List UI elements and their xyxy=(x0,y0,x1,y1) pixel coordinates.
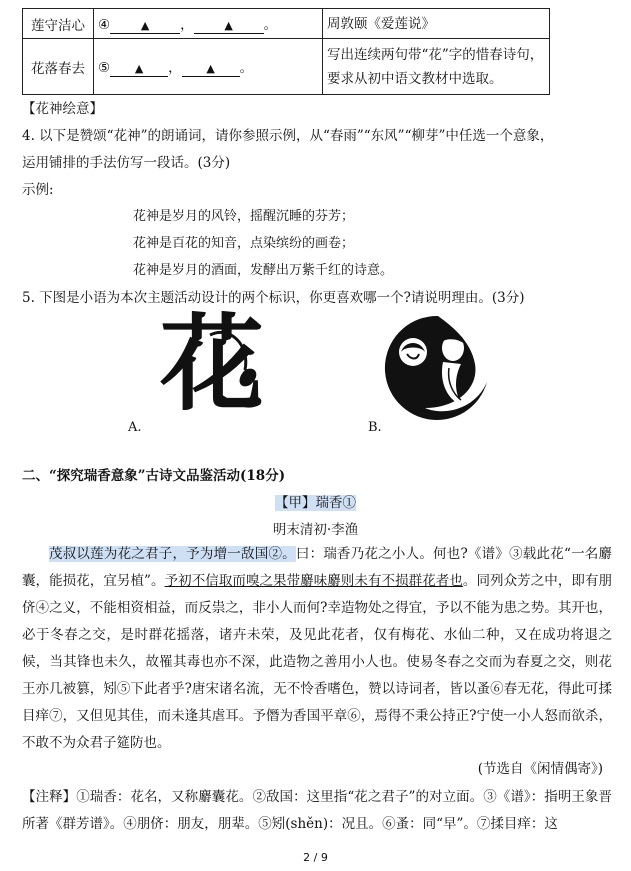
answer-number: ④ xyxy=(98,17,111,33)
logo-a xyxy=(150,302,270,425)
underlined-sentence: 予初不信取而嗅之果带麝味麝则未有不损群花者也 xyxy=(164,573,463,589)
separator: ， xyxy=(168,60,182,76)
table-cell-answer xyxy=(94,39,323,95)
table-cell-requirement: 周敦颐《爱莲说》 xyxy=(323,9,550,39)
table-cell-theme: 花落春去 xyxy=(23,39,94,95)
logo-a-character: 花 xyxy=(160,302,265,425)
table-cell-theme: 莲守洁心 xyxy=(23,9,94,39)
question-4-line1: 4. 以下是赞颂“花神”的朗诵词，请你参照示例，从“春雨”“东风”“柳芽”中任选一个意象， xyxy=(22,128,554,144)
body-text: 。同列众芳之中，即有朋侪④之义，不能相资相益，而反祟之，非小人而何?幸造物处之得宜，予以不能为患之势。其开也，必于冬春之交，是时群花摇落，诸卉未荣，及见此花者，仅有梅花、水仙二种，又在成功将退之候，当其锋也未久，故罹其毒也亦不深，此造物之善用小人也。使易冬春之交而为春夏之交，则花王亦几被篡，矧⑤下此者乎?唐宋诸名流，无不怜香嗜色，赞以诗词者，皆以蚤⑥春无花，得此可揉目痒⑦，又但见其佳，而未逢其虐耳。予僭为香国平章⑥，焉得不秉公持正?宁使一小人怒而欲杀，不敢不为众君子筵防也。 xyxy=(22,573,613,751)
example-line: 花神是岁月的风铃，摇醒沉睡的芬芳； xyxy=(133,209,355,224)
question-5: 5. 下图是小语为本次主题活动设计的两个标识，你更喜欢哪一个?请说明理由。(3分) xyxy=(22,290,525,306)
example-label: 示例: xyxy=(22,182,54,198)
highlighted-sentence: 茂叔以莲为花之君子，予为增一敌国②。 xyxy=(49,546,296,562)
example-line: 花神是百花的知音，点染缤纷的画卷； xyxy=(133,236,355,251)
poem-author: 明末清初·李渔 xyxy=(272,522,359,538)
body-text: 曰：瑞香乃花之小人。何也?《谱》③载此花“一名麝囊，能损花，宜另植”。 xyxy=(22,546,612,589)
answer-blank: ▲ xyxy=(182,62,240,77)
poem-title xyxy=(0,491,631,511)
label-b: B. xyxy=(368,420,382,435)
poem-title-text: 【甲】瑞香① xyxy=(275,495,356,511)
separator: ， xyxy=(180,17,194,33)
label-a: A. xyxy=(128,420,142,435)
separator: 。 xyxy=(263,17,278,33)
flower-goddess-icon xyxy=(383,312,493,424)
poem-source: (节选自《闲情偶寄》) xyxy=(477,761,603,777)
section-heading: 【花神绘意】 xyxy=(22,101,103,117)
answer-blank: ▲ xyxy=(194,19,264,34)
part-2-title: 二、“探究瑞香意象”古诗文品鉴活动(18分) xyxy=(22,468,286,484)
page-number: 2 / 9 xyxy=(303,851,328,864)
table-row xyxy=(23,39,550,95)
table-cell-requirement: 写出连续两句带“花”字的惜春诗句，要求从初中语文教材中选取。 xyxy=(323,39,550,95)
example-line: 花神是岁月的酒面，发酵出万紫千红的诗意。 xyxy=(133,263,394,278)
answer-number: ⑤ xyxy=(98,60,111,76)
annotations: 【注释】①瑞香：花名，又称麝囊花。②敌国：这里指“花之君子”的对立面。③《谱》：指明王象晋所著《群芳谱》。④朋侪：朋友，朋辈。⑤矧(shěn)：况且。⑥蚤：同“早”。⑦揉目痒：这 xyxy=(22,789,612,832)
table-cell-answer xyxy=(94,9,323,39)
info-table xyxy=(22,8,550,95)
answer-blank: ▲ xyxy=(110,62,168,77)
logo-b xyxy=(383,312,493,424)
separator: 。 xyxy=(239,60,254,76)
table-row xyxy=(23,9,550,39)
answer-blank: ▲ xyxy=(110,19,180,34)
question-4-line2: 运用铺排的手法仿写一段话。(3分) xyxy=(22,155,231,171)
poem-body xyxy=(22,541,612,757)
